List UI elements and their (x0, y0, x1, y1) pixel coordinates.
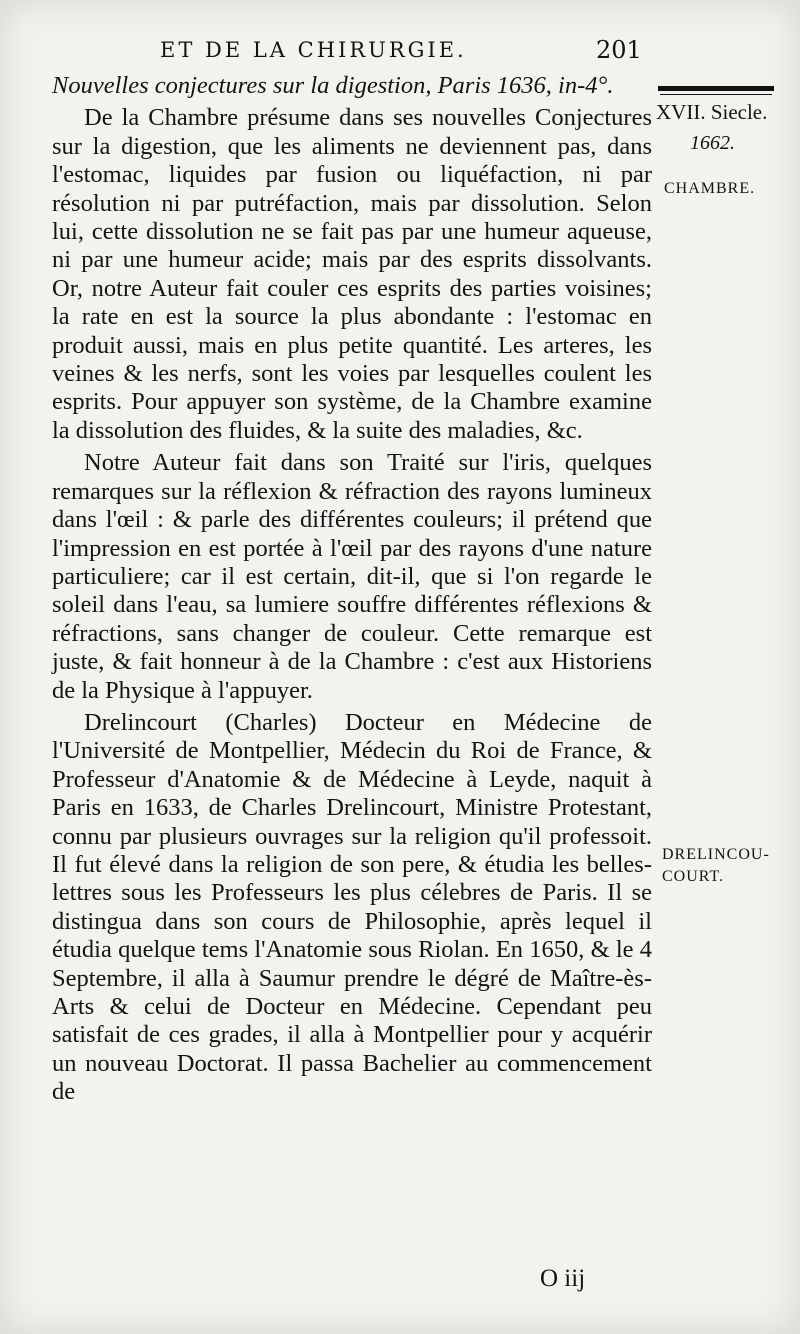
margin-note-drelincourt-line1: DRELINCOU- (662, 846, 770, 863)
paragraph-digestion: De la Chambre présume dans ses nouvelles Conjectures sur la digestion, que les aliments ne deviennent pas, dans l'estomac, liquides par fusion ou liquéfaction, ni par résolution ni par putréfaction, mais par dissolution. Selon lui, cette dissolution ne se fait pas par une humeur aqueuse, ni par une humeur acide; mais par des esprits dissolvants. Or, notre Auteur fait couler ces esprits des parties voisines; la rate en est la source la plus abondante : l'estomac en produit aussi, mais en plus petite quantité. Les arteres, les veines & les nerfs, sont les voies par lesquelles coulent les esprits. Pour appuyer son système, de la Chambre examine la dissolution des fluides, & la suite des maladies, &c. (52, 104, 652, 444)
body-text (52, 72, 652, 1111)
margin-note-drelincourt (662, 844, 792, 888)
paragraph-title: Nouvelles conjectures sur la digestion, Paris 1636, in-4°. (52, 72, 614, 99)
paragraph-iris: Notre Auteur fait dans son Traité sur l'iris, quelques remarques sur la réflexion & réfraction des rayons lumineux dans l'œil : & parle des différentes couleurs; il prétend que l'impression en est portée à l'œil par des rayons d'une nature particuliere; car il est certain, dit-il, que si l'on regarde le soleil dans l'eau, sa lumiere souffre différentes réflexions & réfractions, sans changer de couleur. Cette remarque est juste, & fait honneur à de la Chambre : c'est aux Historiens de la Physique à l'appuyer. (52, 449, 652, 704)
running-head: ET DE LA CHIRURGIE. (160, 38, 467, 62)
margin-rule (658, 86, 774, 91)
signature-mark: O iij (540, 1265, 586, 1292)
margin-note-year: 1662. (690, 132, 735, 154)
paragraph-drelincourt: Drelincourt (Charles) Docteur en Médecine de l'Université de Montpellier, Médecin du Roi de France, & Professeur d'Anatomie & de Médecine à Leyde, naquit à Paris en 1633, de Charles Drelincourt, Ministre Protestant, connu par plusieurs ouvrages sur la religion qu'il professoit. Il fut élevé dans la religion de son pere, & étudia les belles-lettres sous les Professeurs les plus célebres de Paris. Il se distingua dans son cours de Philosophie, après lequel il étudia quelque tems l'Anatomie sous Riolan. En 1650, & le 4 Septembre, il alla à Saumur prendre le dégré de Maître-ès-Arts & celui de Docteur en Médecine. Cependant peu satisfait de ces grades, il alla à Montpellier pour y acquérir un nouveau Doctorat. Il passa Bachelier au commencement de (52, 708, 652, 1106)
margin-note-chambre: CHAMBRE. (664, 180, 756, 197)
page-number: 201 (596, 36, 642, 64)
margin-note-century: XVII. Siecle. (656, 100, 768, 124)
margin-note-drelincourt-line2: COURT. (662, 868, 725, 885)
